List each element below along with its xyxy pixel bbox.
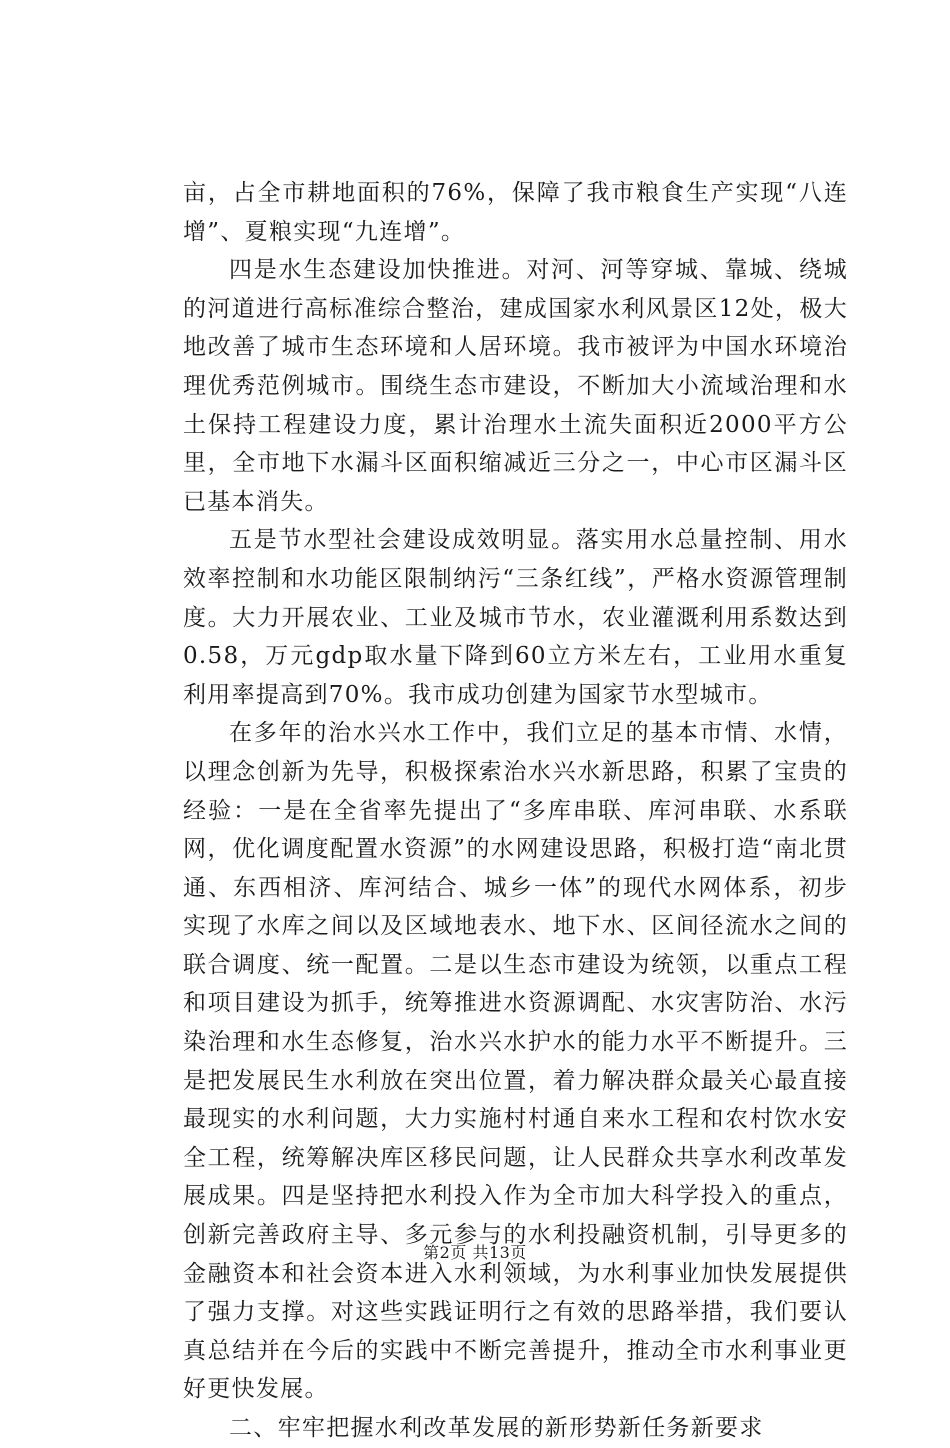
paragraph-experience: 在多年的治水兴水工作中，我们立足的基本市情、水情，以理念创新为先导，积极探索治水兴水新思路，积累了宝贵的经验：一是在全省率先提出了“多库串联、库河串联、水系联网，优化调度配置水资源”的水网建设思路，积极打造“南北贯通、东西相济、库河结合、城乡一体”的现代水网体系，初步实现了水库之间以及区域地表水、地下水、区间径流水之间的联合调度、统一配置。二是以生态市建设为统领，以重点工程和项目建设为抓手，统筹推进水资源调配、水灾害防治、水污染治理和水生态修复，治水兴水护水的能力水平不断提升。三是把发展民生水利放在突出位置，着力解决群众最关心最直接最现实的水利问题，大力实施村村通自来水工程和农村饮水安全工程，统筹解决库区移民问题，让人民群众共享水利改革发展成果。四是坚持把水利投入作为全市加大科学投入的重点，创新完善政府主导、多元参与的水利投融资机制，引导更多的金融资本和社会资本进入水利领域，为水利事业加快发展提供了强力支撑。对这些实践证明行之有效的思路举措，我们要认真总结并在今后的实践中不断完善提升，推动全市水利事业更好更快发展。 (183, 720, 848, 1403)
paragraph-continuation: 亩，占全市耕地面积的76%，保障了我市粮食生产实现“八连增”、夏粮实现“九连增”。 (183, 180, 848, 245)
paragraph-water-saving: 五是节水型社会建设成效明显。落实用水总量控制、用水效率控制和水功能区限制纳污“三条红线”，严格水资源管理制度。大力开展农业、工业及城市节水，农业灌溉利用系数达到0.58，万元gdp取水量下降到60立方米左右，工业用水重复利用率提高到70%。我市成功创建为国家节水型城市。 (183, 527, 848, 708)
paragraph-water-ecology: 四是水生态建设加快推进。对河、河等穿城、靠城、绕城的河道进行高标准综合整治，建成国家水利风景区12处，极大地改善了城市生态环境和人居环境。我市被评为中国水环境治理优秀范例城市。围绕生态市建设，不断加大小流域治理和水土保持工程建设力度，累计治理水土流失面积近2000平方公里，全市地下水漏斗区面积缩减近三分之一，中心市区漏斗区已基本消失。 (183, 257, 848, 515)
page-number-footer: 第2页 共13页 (423, 1243, 527, 1262)
section-heading: 二、牢牢把握水利改革发展的新形势新任务新要求 (229, 1415, 764, 1441)
